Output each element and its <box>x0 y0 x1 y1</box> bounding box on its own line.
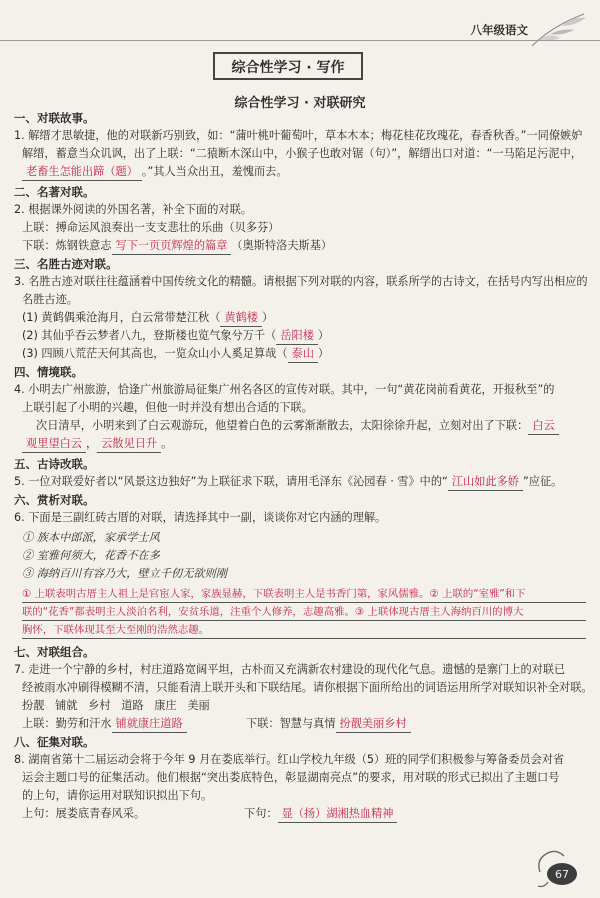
q3-close2: ） <box>317 329 330 342</box>
q1-answer: 老畜生怎能出蹄（题） <box>22 164 142 181</box>
q4-period: 。 <box>161 437 173 450</box>
q4-line3-text: 次日清早，小明来到了白云观游玩，他望着白色的云雾渐渐散去，太阳徐徐升起，立刻对出了下联： <box>36 419 529 432</box>
q7-word: 道路 <box>121 699 144 712</box>
q7-word-bank <box>22 698 210 714</box>
q3-close1: ） <box>261 311 274 324</box>
q5-prefix: 5. 一位对联爱好者以“风景这边独好”为上联征求下联，请用毛泽东《沁园春 · 雪》中的“ <box>14 475 448 488</box>
q7-word: 扮靓 <box>22 699 45 712</box>
q5-line <box>14 474 562 491</box>
q8-lower-answer: 显（扬）湖湘热血精神 <box>278 806 398 823</box>
q8-lower-prefix: 下句： <box>244 807 278 820</box>
q5-suffix: ”应征。 <box>523 475 563 488</box>
q6-answer-line1: ① 上联表明古厝主人祖上是官宦人家，家族显赫，下联表明主人是书香门第，家风儒雅。② 上联的“室雅”和下 <box>22 586 586 603</box>
q2-lower-prefix: 下联：炼钢铁意志 <box>22 239 112 252</box>
q7-upper-line <box>22 716 187 733</box>
q7-word: 康庄 <box>154 699 177 712</box>
q6-couplet2: ② 室雅何须大，花香不在多 <box>22 549 160 562</box>
q2-answer: 写下一页页辉煌的篇章 <box>112 238 232 255</box>
q2-line1: 2. 根据课外阅读的外国名著，补全下面的对联。 <box>14 203 252 216</box>
q3-item3 <box>22 346 329 363</box>
q7-lower-prefix: 下联：智慧与真情 <box>246 717 336 730</box>
q3-answer2: 岳阳楼 <box>276 328 318 345</box>
q2-upper: 上联：搏命运风浪奏出一支支悲壮的乐曲（贝多芬） <box>22 221 280 234</box>
q4-line3 <box>36 418 559 435</box>
q3-item3-text: (3) 四顾八荒茫天何其高也，一览众山小人奚足算哉（ <box>22 347 288 360</box>
q4-answer-line: 观里望白云 ， 云散见日升 。 <box>22 436 172 453</box>
q8-line2: 运会主题口号的征集活动。他们根据“突出娄底特色，彰显湖南亮点”的要求，用对联的形式已拟出了主题口号 <box>22 771 560 784</box>
q1-tail: 。”其人当众出丑，羞愧而去。 <box>141 165 288 178</box>
header-divider <box>0 40 600 41</box>
q7-word: 美丽 <box>187 699 210 712</box>
q6-couplet1: ① 族本中郎派，家承学士风 <box>22 531 160 544</box>
page-number: 67 <box>555 868 569 881</box>
section-heading-6: 六、赏析对联。 <box>14 493 95 507</box>
q2-lower-suffix: （奥斯特洛夫斯基） <box>231 239 333 252</box>
section-heading-4: 四、情境联。 <box>14 365 83 379</box>
q8-lower-line <box>244 806 397 823</box>
q3-item1 <box>22 310 273 327</box>
q4-line1: 4. 小明去广州旅游，恰逢广州旅游局征集广州名各区的宣传对联。其中，一句“黄花岗前看黄花，开报秋至”的 <box>14 383 555 396</box>
q8-upper: 上句：展娄底青春风采。 <box>22 807 146 820</box>
q7-lower-answer: 扮靓美丽乡村 <box>336 716 411 733</box>
q3-item2 <box>22 328 329 345</box>
q7-upper-answer: 铺就康庄道路 <box>112 716 187 733</box>
q4-answer-b: 观里望白云 <box>22 436 86 453</box>
q3-answer1: 黄鹤楼 <box>220 310 262 327</box>
q3-line1: 3. 名胜古迹对联往往蕴涵着中国传统文化的精髓。请根据下列对联的内容，联系所学的古诗文，在括号内写出相应的 <box>14 275 588 288</box>
q1-answer-line <box>22 164 288 181</box>
q3-answer3: 泰山 <box>288 346 318 363</box>
q6-answer-line2: 联的“花香”都表明主人淡泊名利，安贫乐道，注重个人修养，志趣高雅。③ 上联体现古厝主人海纳百川的博大 <box>22 604 586 621</box>
q3-close3: ） <box>317 347 330 360</box>
bamboo-decoration-icon <box>522 8 592 48</box>
q1-line1: 1. 解缙才思敏捷，他的对联新巧别致，如：“蒲叶桃叶葡萄叶，草本木本；梅花桂花玫瑰花，春香秋香。”一同僚嫉妒 <box>14 129 583 142</box>
section-heading-3: 三、名胜古迹对联。 <box>14 257 118 271</box>
q7-upper-prefix: 上联：勤劳和汗水 <box>22 717 112 730</box>
page-subtitle: 综合性学习 · 对联研究 <box>234 96 366 111</box>
q7-line1: 7. 走进一个宁静的乡村，村庄道路宽阔平坦，古朴而又充满新农村建设的现代化气息。遗憾的是寨门上的对联已 <box>14 663 566 676</box>
q3-line2: 名胜古迹。 <box>22 293 78 306</box>
q6-line1: 6. 下面是三副红砖古厝的对联，请选择其中一副，谈谈你对它内涵的理解。 <box>14 511 387 524</box>
q5-answer: 江山如此多娇 <box>448 474 523 491</box>
section-heading-5: 五、古诗改联。 <box>14 457 95 471</box>
q1-line2: 解缙，蓄意当众讥讽，出了上联：“二猿断木深山中，小猴子也敢对锯（句）”，解缙出口对道：“一马陷足污泥中， <box>22 147 582 160</box>
q7-word: 乡村 <box>88 699 111 712</box>
q7-word: 铺就 <box>55 699 78 712</box>
q6-couplet3: ③ 海纳百川有容乃大，壁立千仞无欲则刚 <box>22 567 227 580</box>
section-heading-1: 一、对联故事。 <box>14 111 95 125</box>
q3-item1-text: (1) 黄鹤偶乘沧海月，白云常带楚江秋（ <box>22 311 221 324</box>
q4-line2: 上联引起了小明的兴趣，但他一时并没有想出合适的下联。 <box>22 401 313 414</box>
q2-lower-line <box>22 238 332 255</box>
q8-line1: 8. 湖南省第十二届运动会将于今年 9 月在娄底举行。红山学校九年级（5）班的同学们积极参与筹备委员会对省 <box>14 753 565 766</box>
q8-line3: 的上句，请你运用对联知识拟出下句。 <box>22 789 213 802</box>
grade-label: 八年级语文 <box>470 23 528 37</box>
section-heading-2: 二、名著对联。 <box>14 185 95 199</box>
q6-answer-line3: 胸怀，下联体现其至大至刚的浩然志趣。 <box>22 622 586 639</box>
q4-answer-a: 白云 <box>528 418 558 435</box>
page-number-badge-icon <box>534 842 582 890</box>
q7-line2: 经被雨水冲刷得模糊不清，只能看清上联开头和下联结尾。请你根据下面所给出的词语运用所学对联知识补全对联。 <box>22 681 593 694</box>
section-heading-8: 八、征集对联。 <box>14 735 95 749</box>
page-title: 综合性学习 · 写作 <box>213 52 363 80</box>
q7-lower-line <box>246 716 411 733</box>
section-heading-7: 七、对联组合。 <box>14 645 95 659</box>
q3-item2-text: (2) 其仙乎吞云梦者八九，登斯楼也览气象兮万千（ <box>22 329 277 342</box>
q4-answer-c: 云散见日升 <box>97 436 161 453</box>
